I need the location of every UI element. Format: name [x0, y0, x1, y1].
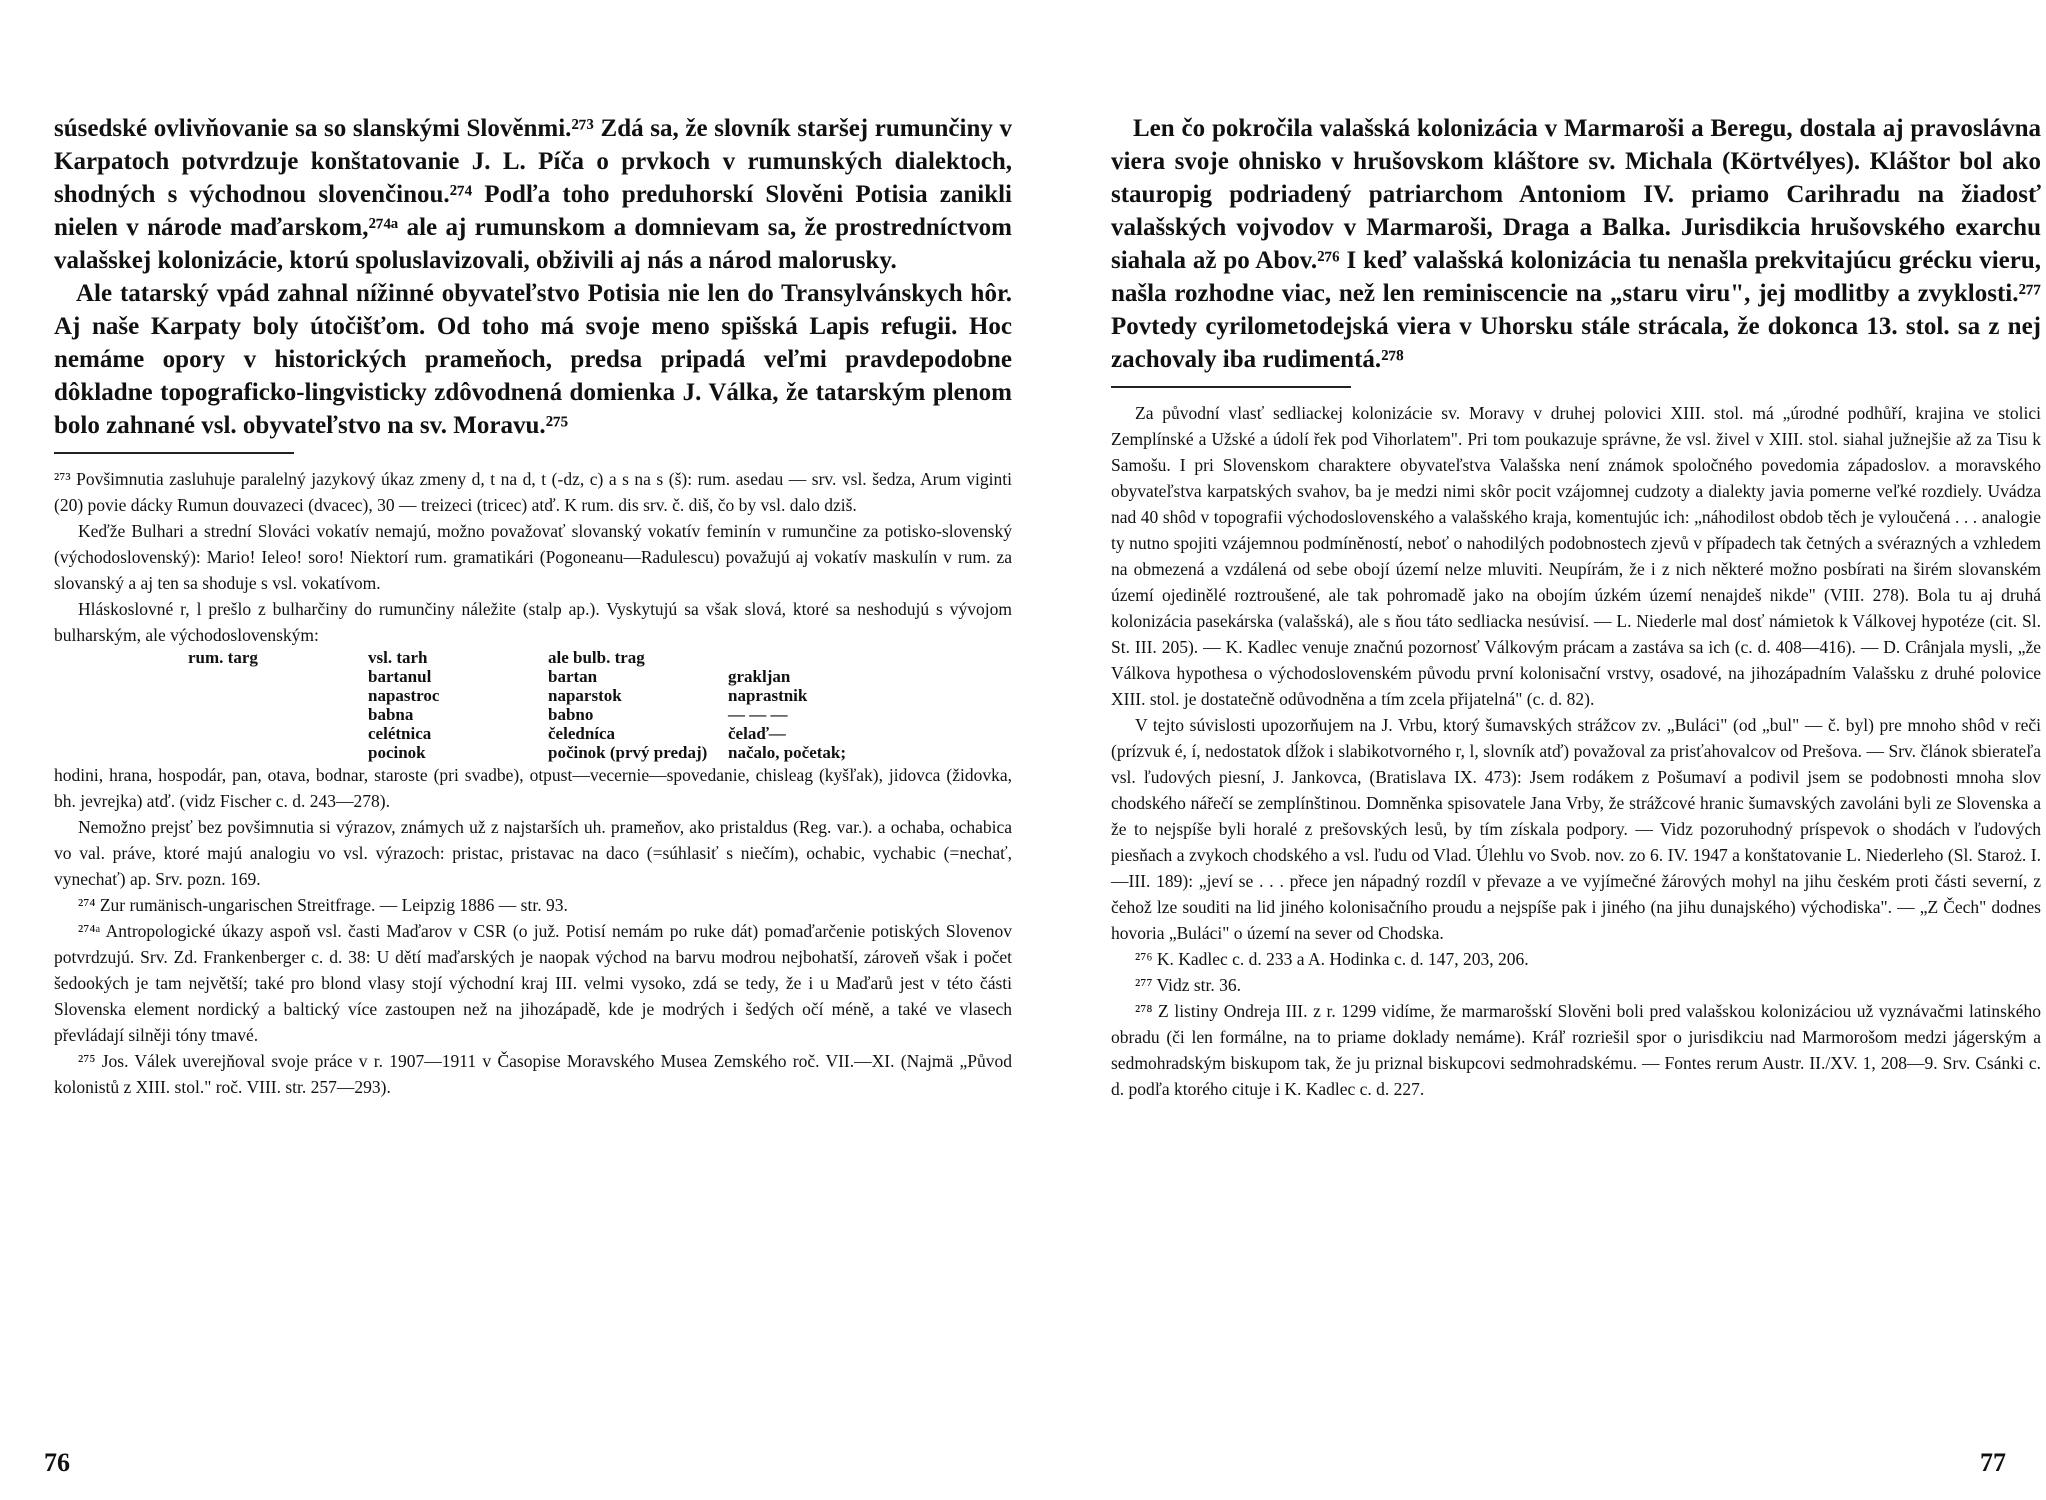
word-comparison-table: [184, 648, 904, 762]
table-cell: čelaď—: [728, 724, 786, 743]
left-paragraph-1: súsedské ovlivňovanie sa so slanskými Slověnmi.²⁷³ Zdá sa, že slovník staršej rumunčiny v Karpatoch potvrdzuje konštatovanie J. L. Píča o prvkoch v rumunských dialektoch, shodných s východnou slovenčinou.²⁷⁴ Podľa toho preduhorskí Slověni Potisia zanikli nielen v národe maďarskom,²⁷⁴ᵃ ale aj rumunskom a domnievam sa, že prostredníctvom valašskej kolonizácie, ktorú spoluslavizovali, obživili aj nás a národ malorusky.: [54, 115, 1012, 274]
word-table-header-rum: rum. targ: [188, 648, 258, 667]
table-row: [184, 667, 904, 686]
word-table-header-bulb: ale bulb. trag: [548, 648, 645, 667]
word-table-header: [184, 648, 904, 667]
footnote-274: ²⁷⁴ Zur rumänisch-ungarischen Streitfrage. — Leipzig 1886 — str. 93.: [78, 895, 568, 915]
footnote-275: ²⁷⁵ Jos. Válek uverejňoval svoje práce v r. 1907—1911 v Časopise Moravského Musea Zemského roč. VII.—XI. (Najmä „Původ kolonistů z XIII. stol." roč. VIII. str. 257—293).: [54, 1051, 1012, 1097]
footnote-275-vrba: V tejto súvislosti upozorňujem na J. Vrbu, ktorý šumavských strážcov zv. „Buláci" (od „bul" — č. byl) pre mnoho shôd v reči (prízvuk é, í, nedostatok dĺžok i slabikotvorného r, l, slovník atď) považoval za prisťahovalcov od Prešova. — Srv. článok sbierateľa vsl. ľudových piesní, J. Jankovca, (Bratislava IX. 473): Jsem rodákem z Pošumaví a podivil jsem se podobnosti mnoha slov chodského nářečí se zemplínštinou. Domněnka spisovatele Jana Vrby, že strážcové hranic šumavských zavoláni byli ze Slovenska a že to nejspíše byli horalé z prešovských lesů, by tím získala podpory. — Vidz pozoruhodný príspevok o shodách v ľudových piesňach a zvykoch chodského a vsl. ľudu od Vlad. Úlehlu vo Svob. nov. zo 6. IV. 1947 a konštatovanie L. Niederleho (Sl. Staroż. I.—III. 189): „jeví se . . . přece jen nápadný rozdíl v převaze a ve vyjímečné žárových mohyl na jihu českém proti části severní, z čehož lze souditi na lid jiného kolonisačního proudu a nejspíše pak i jiného (na jihu dunajského) východiska". — „Z Čech" dodnes hovoria „Buláci" o území na sever od Chodska.: [1111, 715, 2041, 943]
left-page: [54, 112, 1012, 1100]
table-cell: naprastnik: [728, 686, 808, 705]
table-cell: pocinok: [368, 743, 426, 762]
right-page: [1111, 112, 2041, 1102]
table-cell: [184, 705, 364, 724]
footnote-276: ²⁷⁶ K. Kadlec c. d. 233 a A. Hodinka c. d. 147, 203, 206.: [1135, 949, 1529, 969]
footnote-273-words: hodini, hrana, hospodár, pan, otava, bodnar, staroste (pri svadbe), otpust—vecernie—spovedanie, chisleag (kyšľak), jidovca (židovka, bh. jevrejka) atď. (vidz Fischer c. d. 243—278).: [54, 765, 1012, 811]
footnote-274a: ²⁷⁴ᵃ Antropologické úkazy aspoň vsl. časti Maďarov v CSR (o juž. Potisí nemám po ruke dát) pomaďarčenie potiských Slovenov potvrdzujú. Srv. Zd. Frankenberger c. d. 38: U dětí maďarských je naopak východ na barvu modrou nejbohatší, zároveň však i počet šedookých je tam největší; také pro blond vlasy stojí východní kraj III. velmi vysoko, zdá se tedy, že i u Maďarů jest v této části Slovenska element nordický a baltický více zastoupen než na jihozápadě, kde je modrých i šedých očí méně, a také ve vlasech převládají silněji tóny tmavé.: [54, 921, 1012, 1045]
table-row: [184, 686, 904, 705]
footnote-273-legal-terms: Nemožno prejsť bez povšimnutia si výrazov, známych už z najstarších uh. prameňov, ako pristaldus (Reg. var.). a ochaba, ochabica vo val. práve, ktoré majú analogiu vo vsl. výrazoch: pristac, pristavac na daco (=súhlasiť s niečím), ochabic, vychabic (=nechať, vynechať) ap. Srv. pozn. 169.: [54, 817, 1012, 889]
table-cell: [184, 724, 364, 743]
table-cell: babna: [368, 705, 414, 724]
word-table-header-vsl: vsl. tarh: [368, 648, 428, 667]
table-cell: grakljan: [728, 667, 791, 686]
table-row: [184, 705, 904, 724]
table-cell: napastroc: [368, 686, 440, 705]
table-cell: počinok (prvý predaj): [548, 743, 708, 762]
table-cell: čeledníca: [548, 724, 616, 743]
table-cell: — — —: [728, 705, 788, 724]
table-cell: bartan: [548, 667, 598, 686]
page-number-left: 76: [44, 1448, 70, 1477]
table-row: [184, 724, 904, 743]
table-cell: načalo, početak;: [728, 743, 847, 762]
page-number-right: 77: [1980, 1448, 2006, 1477]
table-cell: celétnica: [368, 724, 432, 743]
footnote-278: ²⁷⁸ Z listiny Ondreja III. z r. 1299 vidíme, že marmarošskí Slověni boli pred valašskou kolonizáciou už vyznávačmi latinského obradu (či len formálne, na to priame doklady nemáme). Kráľ rozriešil spor o jurisdikciu nad Marmorošom medzi jágerským a sedmohradským biskupom tak, že ju priznal biskupcovi sedmohradskému. — Fontes rerum Austr. II./XV. 1, 208—9. Srv. Csánki c. d. podľa ktorého cituje i K. Kadlec c. d. 227.: [1111, 1001, 2041, 1099]
table-cell: [184, 667, 364, 686]
table-cell: babno: [548, 705, 594, 724]
footnote-273: ²⁷³ Povšimnutia zasluhuje paralelný jazykový úkaz zmeny d, t na d, t (-dz, c) a s na s (š): rum. asedau — srv. vsl. šedza, Arum viginti (20) povie dácky Rumun douvazeci (dvacec), 30 — treizeci (tricec) atď. K rum. dis srv. č. diš, čo by vsl. dalo dziš.: [54, 469, 1012, 515]
table-cell: [184, 743, 364, 762]
table-row: [184, 743, 904, 762]
right-paragraph-1: Len čo pokročila valašská kolonizácia v Marmaroši a Beregu, dostala aj pravoslávna viera svoje ohnisko v hrušovskom kláštore sv. Michala (Körtvélyes). Kláštor bol ako stauropig podriadený patriarchom Antoniom IV. priamo Carihradu na žiadosť valašských vojvodov v Marmaroši, Draga a Balka. Jurisdikcia hrušovského exarchu siahala až po Abov.²⁷⁶ I keď valašská kolonizácia tu nenašla prekvitajúcu grécku vieru, našla rozhodne viac, než len reminiscencie na „staru viru", jej modlitby a zvyklosti.²⁷⁷ Povtedy cyrilometodejská viera v Uhorsku stále strácala, že dokonca 13. stol. sa z nej zachovaly iba rudimentá.²⁷⁸: [1111, 115, 2041, 373]
table-cell: naparstok: [548, 686, 622, 705]
left-paragraph-2: Ale tatarský vpád zahnal nížinné obyvateľstvo Potisia nie len do Transylvánskych hôr. Aj naše Karpaty boly útočišťom. Od toho má svoje meno spišská Lapis refugii. Hoc nemáme opory v historických prameňoch, predsa pripadá veľmi pravdepodobne dôkladne topograficko-lingvisticky zdôvodnená domienka J. Válka, že tatarským plenom bolo zahnané vsl. obyvateľstvo na sv. Moravu.²⁷⁵: [54, 280, 1012, 439]
footnote-rule: [1111, 386, 1351, 388]
footnote-273-phonology: Hláskoslovné r, l prešlo z bulharčiny do rumunčiny náležite (stalp ap.). Vyskytujú sa však slová, ktoré sa neshodujú s vývojom bulharským, ale východoslovenským:: [54, 599, 1012, 645]
footnote-rule: [54, 452, 294, 454]
footnote-275-continued: Za původní vlasť sedliackej kolonizácie sv. Moravy v druhej polovici XIII. stol. má „úrodné podhůří, krajina ve stolici Zemplínské a Užské a údolí řek pod Vihorlatem". Pri tom poukazuje správne, že vsl. živel v XIII. stol. siahal južnejšie až za Tisu k Samošu. I pri Slovenskom charaktere obyvateľstva Valašska není známok spoločného povedomia západoslov. a moravského obyvateľstva karpatských svahov, ba je medzi nimi skôr pocit vzájomnej cudzoty a dialekty javia pomerne veľké rozdiely. Uvádza nad 40 shôd v topografii východoslovenského a valašského kraja, komentujúc ich: „náhodilost obdob těch je vyloučená . . . analogie ty nutno spojiti vzájemnou podmíněností, neboť o nahodilých podobnostech zjevů v případech tak četných a svérazných a vzhledem na obmezená a vzdálená od sebe obojí území nelze mluviti. Neupírám, že i z nich některé možno posbírati na širém slovanském území ojedinělé roztroušené, ale tak pohromadě jako na obojím úzkém území nenajdeš nikde" (VIII. 278). Bola tu aj druhá kolonizácia pasekárska (valašská), ale s ňou táto sedliacka nesúvisí. — L. Niederle mal dosť námietok k Válkovej hypotéze (cit. Sl. St. III. 205). — K. Kadlec venuje značnú pozornosť Válkovým prácam a zastáva sa ich (c. d. 408—416). — D. Crânjala mysli, „že Válkova hypothesa o východoslovenském původu první kolonisační vrstvy, osadové, na jihozápadním Valašsku z druhé polovice XIII. stol. je dostatečně odůvodněna a tím zcela přijatelná" (c. d. 82).: [1111, 403, 2041, 709]
footnote-273-vocative: Keďže Bulhari a strední Slováci vokatív nemajú, možno považovať slovanský vokatív feminín v rumunčine za potisko-slovenský (východoslovenský): Mario! Ieleo! soro! Niektorí rum. gramatikári (Pogoneanu—Radulescu) považujú aj vokatív maskulín v rum. za slovanský a aj ten sa shoduje s vsl. vokatívom.: [54, 521, 1012, 593]
table-cell: bartanul: [368, 667, 432, 686]
footnote-277: ²⁷⁷ Vidz str. 36.: [1135, 975, 1242, 995]
table-cell: [184, 686, 364, 705]
